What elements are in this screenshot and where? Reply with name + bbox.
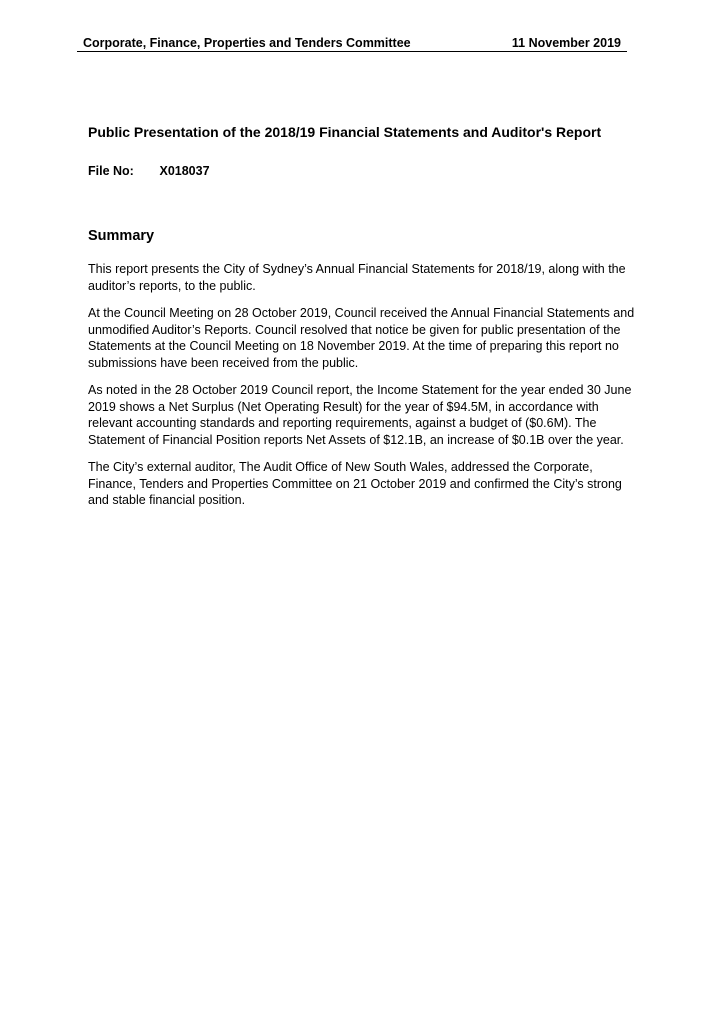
summary-body bbox=[88, 261, 643, 520]
file-number-value: X018037 bbox=[159, 164, 210, 178]
summary-paragraph: At the Council Meeting on 28 October 2019, Council received the Annual Financial Statements and unmodified Auditor’s Reports. Council resolved that notice be given for public presentation of the Statements at the Council Meeting on 18 November 2019. At the time of preparing this report no submissions have been received from the public. bbox=[88, 306, 635, 370]
file-number-line bbox=[88, 164, 210, 178]
summary-heading: Summary bbox=[88, 228, 155, 244]
file-number-label: File No: bbox=[88, 164, 134, 178]
summary-paragraph: As noted in the 28 October 2019 Council report, the Income Statement for the year ended 30 June 2019 shows a Net Surplus (Net Operating Result) for the year of $94.5M, in accordance with relevant accounting standards and reporting requirements, against a budget of ($0.6M). The Statement of Financial Position reports Net Assets of $12.1B, an increase of $0.1B over the year. bbox=[88, 383, 632, 447]
page-header bbox=[77, 34, 627, 52]
summary-paragraph: The City’s external auditor, The Audit Office of New South Wales, addressed the Corporate, Finance, Tenders and Properties Committee on 21 October 2019 and confirmed the City’s strong and stable financial position. bbox=[88, 460, 622, 507]
report-title: Public Presentation of the 2018/19 Financial Statements and Auditor's Report bbox=[88, 124, 602, 140]
meeting-date: 11 November 2019 bbox=[511, 36, 621, 50]
committee-name: Corporate, Finance, Properties and Tenders Committee bbox=[83, 36, 411, 50]
summary-paragraph: This report presents the City of Sydney’s Annual Financial Statements for 2018/19, along with the auditor’s reports, to the public. bbox=[88, 262, 626, 293]
